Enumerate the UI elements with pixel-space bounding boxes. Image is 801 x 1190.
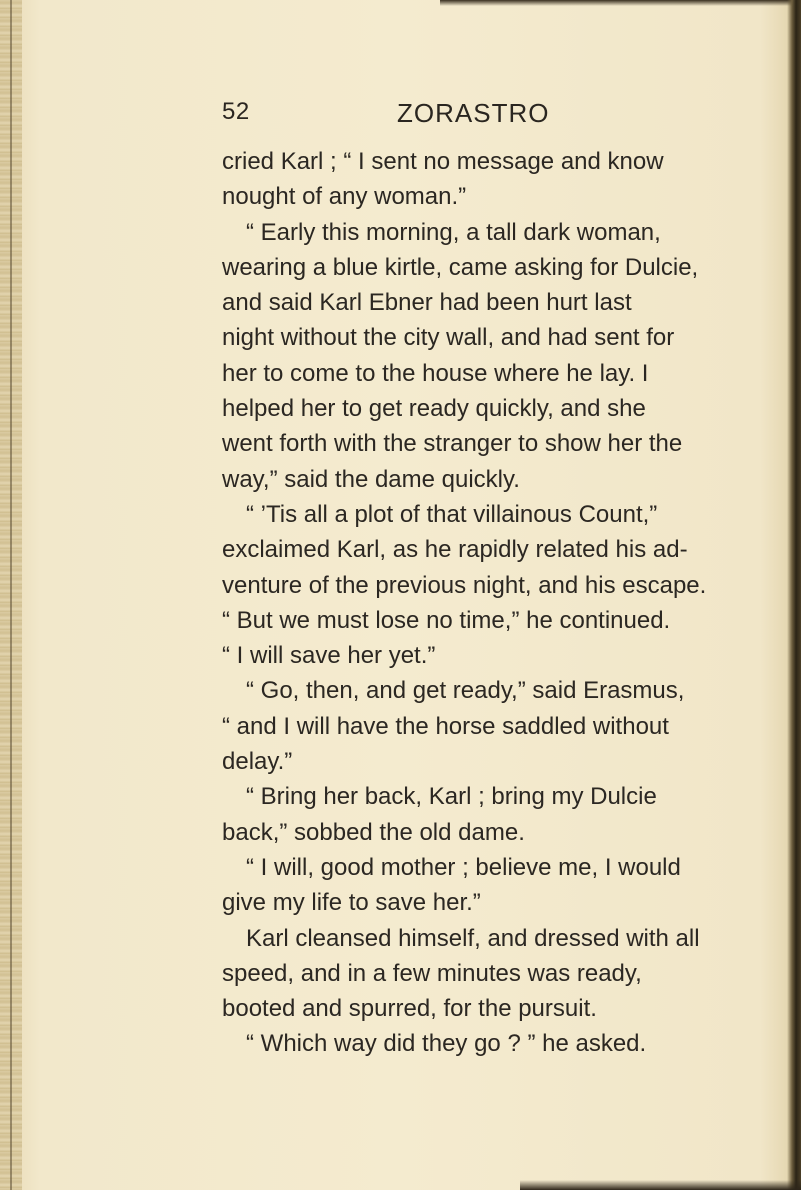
text-line: back,” sobbed the old dame.: [222, 818, 525, 846]
bottom-edge-shadow: [520, 1180, 801, 1190]
text-line: Karl cleansed himself, and dressed with all: [246, 924, 700, 952]
text-line: “ Go, then, and get ready,” said Erasmus,: [246, 677, 685, 705]
binding-line: [10, 0, 12, 1190]
text-line: “ But we must lose no time,” he continued.: [222, 606, 671, 634]
text-line: give my life to save her.”: [222, 889, 481, 917]
text-line: “ I will save her yet.”: [222, 642, 436, 670]
text-line: nought of any woman.”: [222, 183, 467, 211]
top-edge-shadow: [440, 0, 801, 6]
text-line: “ Early this morning, a tall dark woman,: [246, 218, 661, 246]
text-line: “ Bring her back, Karl ; bring my Dulcie: [246, 783, 657, 811]
text-line: went forth with the stranger to show her the: [222, 430, 683, 458]
text-line: night without the city wall, and had sent for: [222, 324, 675, 352]
text-line: exclaimed Karl, as he rapidly related his ad-: [222, 536, 688, 564]
text-line: “ Which way did they go ? ” he asked.: [246, 1030, 647, 1058]
text-line: wearing a blue kirtle, came asking for Dulcie,: [222, 253, 699, 281]
text-line: cried Karl ; “ I sent no message and know: [222, 148, 664, 175]
text-line: “ and I will have the horse saddled without: [222, 712, 669, 740]
right-page-edge: [787, 0, 801, 1190]
running-head: [222, 98, 732, 134]
text-line: booted and spurred, for the pursuit.: [222, 995, 597, 1023]
text-line: delay.”: [222, 748, 293, 776]
body-text: [222, 144, 739, 1062]
text-line: and said Karl Ebner had been hurt last: [222, 289, 632, 317]
page-number: 52: [222, 98, 250, 125]
text-line: venture of the previous night, and his escape.: [222, 571, 707, 599]
text-line: speed, and in a few minutes was ready,: [222, 959, 642, 987]
text-line: “ I will, good mother ; believe me, I would: [246, 853, 681, 881]
running-title: ZORASTRO: [397, 98, 550, 128]
text-line: “ ’Tis all a plot of that villainous Count,”: [246, 500, 658, 528]
text-line: way,” said the dame quickly.: [222, 465, 520, 493]
text-line: helped her to get ready quickly, and she: [222, 395, 646, 423]
text-line: her to come to the house where he lay. I: [222, 359, 649, 387]
